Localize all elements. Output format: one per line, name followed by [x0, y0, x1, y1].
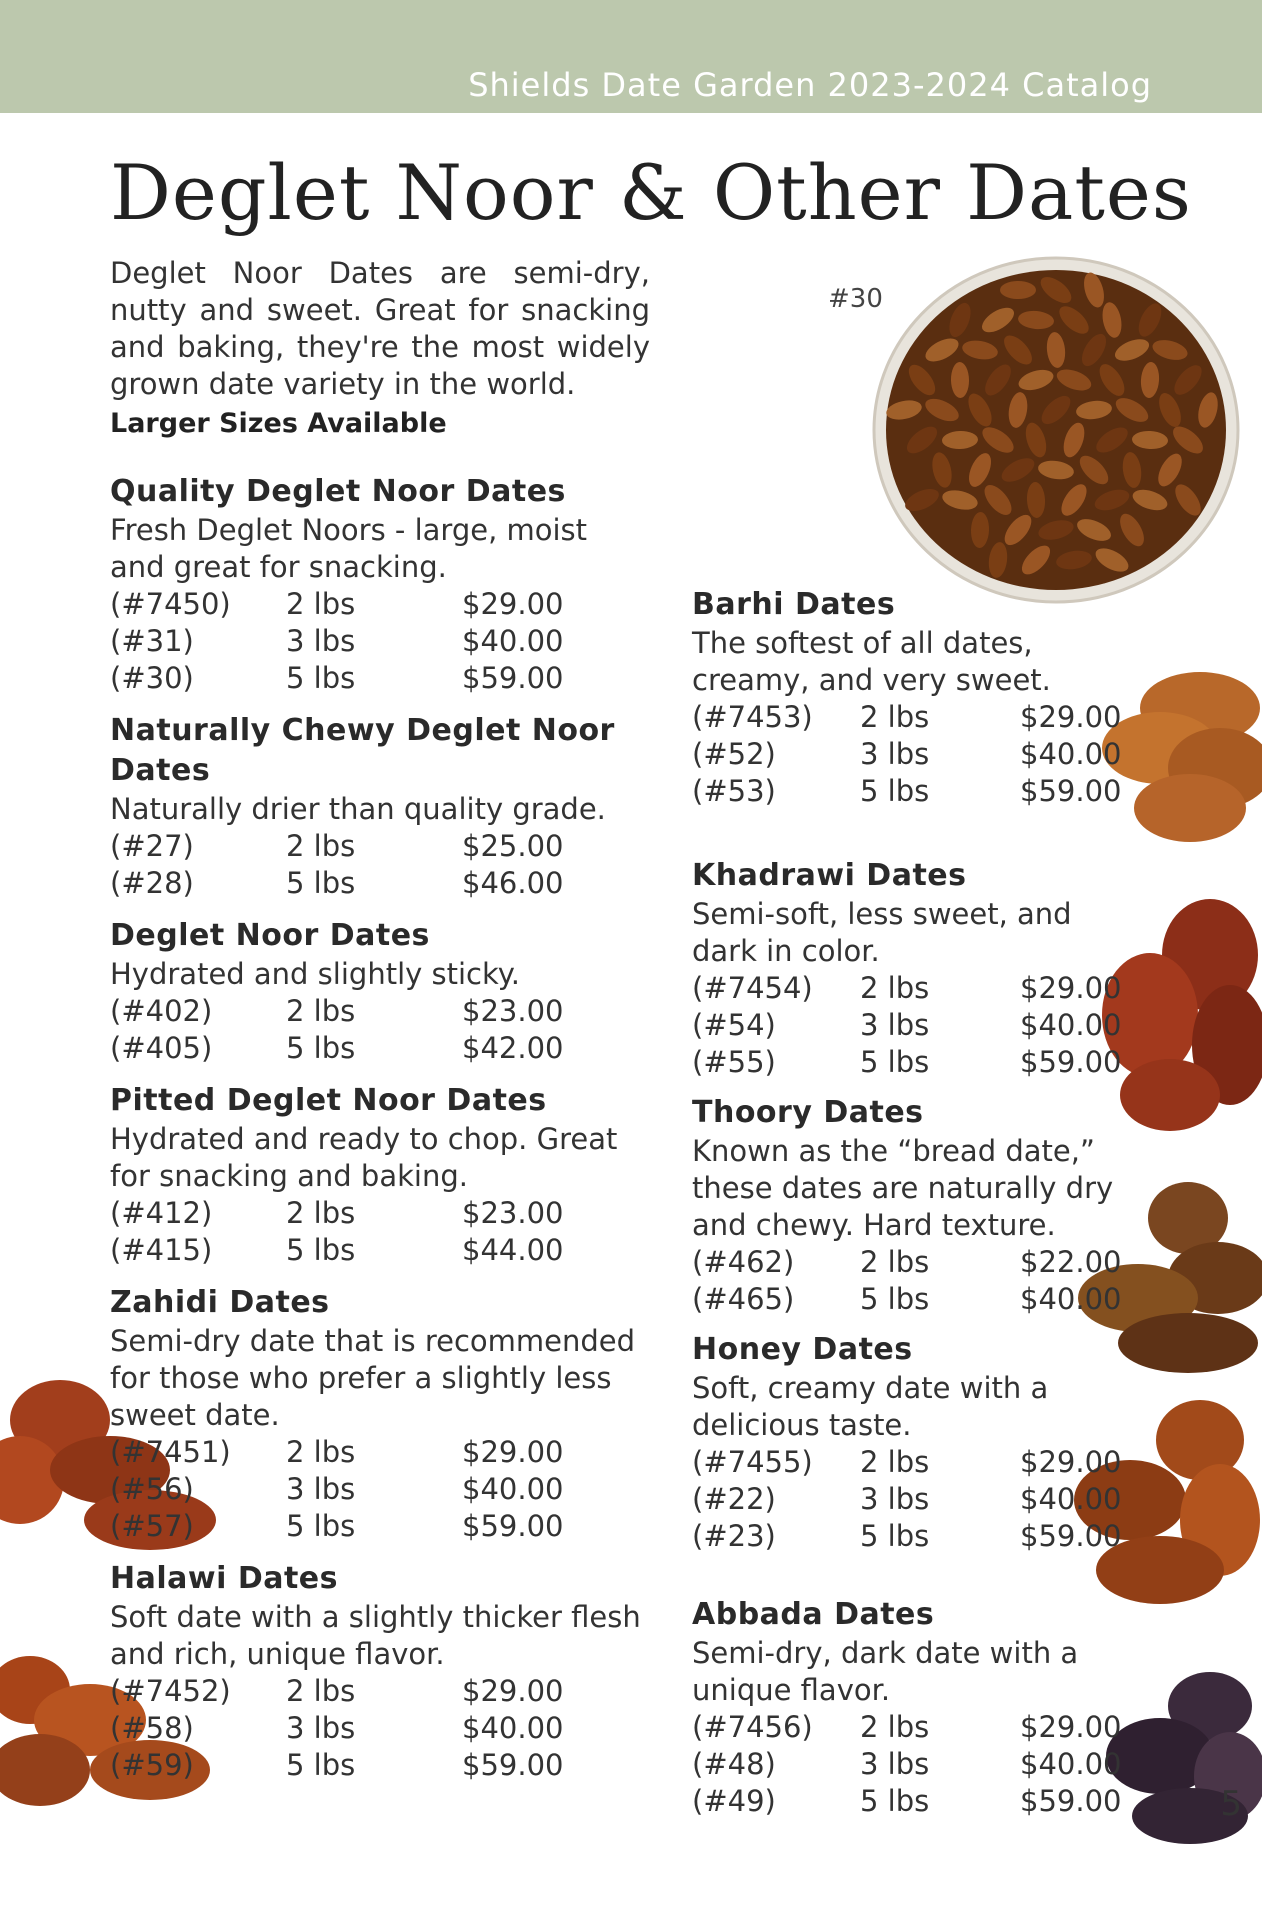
item-price: $59.00 — [462, 1509, 564, 1543]
price-row — [692, 736, 1142, 773]
product-description: Semi-dry, dark date with a unique flavor. — [692, 1636, 1079, 1707]
price-row — [692, 1044, 1142, 1081]
product-description: Hydrated and slightly sticky. — [110, 957, 520, 991]
price-row — [692, 699, 1142, 736]
product-title: Abbada Dates — [692, 1597, 935, 1632]
item-price: $44.00 — [462, 1233, 564, 1267]
item-weight: 5 lbs — [860, 1519, 930, 1553]
item-price: $59.00 — [462, 661, 564, 695]
product-description: Soft date with a slightly thicker flesh and rich, unique flavor. — [110, 1600, 641, 1671]
item-code: (#23) — [692, 1519, 776, 1553]
item-code: (#49) — [692, 1784, 776, 1818]
item-weight: 2 lbs — [860, 700, 930, 734]
item-weight: 2 lbs — [286, 829, 356, 863]
item-price: $59.00 — [462, 1748, 564, 1782]
product-title: Zahidi Dates — [110, 1285, 330, 1320]
product-title: Naturally Chewy Deglet Noor Dates — [110, 713, 615, 788]
item-weight: 2 lbs — [286, 1196, 356, 1230]
item-price: $42.00 — [462, 1031, 564, 1065]
item-weight: 3 lbs — [860, 737, 930, 771]
item-code: (#7455) — [692, 1445, 813, 1479]
item-price: $59.00 — [1020, 774, 1122, 808]
left-sections — [110, 472, 650, 1784]
item-code: (#59) — [110, 1748, 194, 1782]
price-row — [692, 1746, 1142, 1783]
price-row — [692, 1244, 1142, 1281]
item-price: $29.00 — [462, 1435, 564, 1469]
item-price: $40.00 — [1020, 1747, 1122, 1781]
price-row — [110, 1508, 650, 1545]
item-price: $40.00 — [1020, 1482, 1122, 1516]
product-section — [110, 711, 650, 902]
price-row — [692, 1281, 1142, 1318]
item-weight: 2 lbs — [860, 1445, 930, 1479]
price-row — [692, 1518, 1142, 1555]
price-row — [692, 1444, 1142, 1481]
item-code: (#412) — [110, 1196, 213, 1230]
item-price: $29.00 — [1020, 1445, 1122, 1479]
intro-text: Deglet Noor Dates are semi-dry, nutty and sweet. Great for snacking and baking, they're the most widely grown date variety in the world. — [110, 256, 650, 401]
price-row — [110, 1195, 650, 1232]
item-code: (#7454) — [692, 971, 813, 1005]
product-description: Semi-soft, less sweet, and dark in color. — [692, 897, 1072, 968]
price-row — [692, 970, 1142, 1007]
product-section — [692, 856, 1142, 1081]
item-weight: 3 lbs — [286, 1711, 356, 1745]
product-section — [110, 1559, 650, 1784]
item-price: $25.00 — [462, 829, 564, 863]
price-row — [110, 828, 650, 865]
product-description: Semi-dry date that is recommended for those who prefer a slightly less sweet date. — [110, 1324, 636, 1432]
price-row — [110, 993, 650, 1030]
item-weight: 3 lbs — [860, 1482, 930, 1516]
item-code: (#7456) — [692, 1710, 813, 1744]
item-code: (#31) — [110, 624, 194, 658]
item-code: (#405) — [110, 1031, 213, 1065]
product-section — [110, 1283, 650, 1545]
item-price: $40.00 — [1020, 1282, 1122, 1316]
page-title: Deglet Noor & Other Dates — [110, 148, 1192, 237]
item-price: $40.00 — [1020, 737, 1122, 771]
price-row — [110, 586, 650, 623]
item-price: $29.00 — [462, 587, 564, 621]
item-price: $29.00 — [1020, 1710, 1122, 1744]
price-row — [110, 1434, 650, 1471]
item-price: $46.00 — [462, 866, 564, 900]
item-weight: 5 lbs — [860, 1045, 930, 1079]
product-title: Pitted Deglet Noor Dates — [110, 1083, 547, 1118]
price-row — [692, 1481, 1142, 1518]
item-weight: 3 lbs — [860, 1747, 930, 1781]
item-price: $40.00 — [462, 1711, 564, 1745]
item-code: (#7450) — [110, 587, 231, 621]
right-sections — [692, 585, 1142, 1820]
price-row — [692, 1709, 1142, 1746]
item-code: (#28) — [110, 866, 194, 900]
item-weight: 2 lbs — [286, 1435, 356, 1469]
price-row — [692, 1007, 1142, 1044]
product-section — [692, 1093, 1142, 1318]
price-row — [110, 1747, 650, 1784]
item-weight: 2 lbs — [286, 1674, 356, 1708]
price-row — [692, 773, 1142, 810]
item-weight: 2 lbs — [860, 1710, 930, 1744]
item-weight: 5 lbs — [286, 866, 356, 900]
item-code: (#53) — [692, 774, 776, 808]
intro — [110, 255, 650, 442]
product-description: Naturally drier than quality grade. — [110, 792, 606, 826]
product-title: Barhi Dates — [692, 587, 896, 622]
item-code: (#57) — [110, 1509, 194, 1543]
item-code: (#58) — [110, 1711, 194, 1745]
item-code: (#52) — [692, 737, 776, 771]
product-section — [692, 1595, 1142, 1820]
item-code: (#7453) — [692, 700, 813, 734]
item-code: (#55) — [692, 1045, 776, 1079]
item-price: $29.00 — [1020, 700, 1122, 734]
item-code: (#415) — [110, 1233, 213, 1267]
item-weight: 2 lbs — [860, 971, 930, 1005]
product-description: Known as the “bread date,” these dates are naturally dry and chewy. Hard texture. — [692, 1134, 1114, 1242]
bowl-date — [1000, 281, 1036, 299]
item-price: $29.00 — [462, 1674, 564, 1708]
item-price: $40.00 — [462, 1472, 564, 1506]
catalog-title: Shields Date Garden 2023-2024 Catalog — [468, 66, 1152, 104]
price-row — [110, 623, 650, 660]
right-column — [692, 585, 1142, 1820]
product-title: Thoory Dates — [692, 1095, 924, 1130]
product-title: Quality Deglet Noor Dates — [110, 474, 566, 509]
item-price: $40.00 — [1020, 1008, 1122, 1042]
item-weight: 3 lbs — [286, 624, 356, 658]
product-section — [110, 916, 650, 1067]
header-band — [0, 0, 1262, 113]
price-row — [110, 1710, 650, 1747]
product-description: Hydrated and ready to chop. Great for snacking and baking. — [110, 1122, 618, 1193]
item-price: $29.00 — [1020, 971, 1122, 1005]
price-row — [692, 1783, 1142, 1820]
item-weight: 5 lbs — [860, 1282, 930, 1316]
price-row — [110, 865, 650, 902]
product-title: Honey Dates — [692, 1332, 913, 1367]
item-weight: 5 lbs — [286, 1509, 356, 1543]
item-weight: 5 lbs — [286, 1748, 356, 1782]
item-price: $59.00 — [1020, 1045, 1122, 1079]
item-weight: 3 lbs — [286, 1472, 356, 1506]
item-weight: 2 lbs — [286, 994, 356, 1028]
item-code: (#462) — [692, 1245, 795, 1279]
product-section — [110, 472, 650, 697]
photo-label: #30 — [828, 284, 883, 314]
item-price: $23.00 — [462, 1196, 564, 1230]
price-row — [110, 1673, 650, 1710]
item-code: (#465) — [692, 1282, 795, 1316]
item-code: (#7452) — [110, 1674, 231, 1708]
item-code: (#54) — [692, 1008, 776, 1042]
page-number: 5 — [1220, 1784, 1242, 1824]
item-price: $40.00 — [462, 624, 564, 658]
item-price: $23.00 — [462, 994, 564, 1028]
item-code: (#48) — [692, 1747, 776, 1781]
item-weight: 5 lbs — [286, 1233, 356, 1267]
item-weight: 2 lbs — [860, 1245, 930, 1279]
item-weight: 5 lbs — [860, 774, 930, 808]
item-code: (#27) — [110, 829, 194, 863]
product-section — [110, 1081, 650, 1269]
product-title: Deglet Noor Dates — [110, 918, 430, 953]
price-row — [110, 1471, 650, 1508]
price-row — [110, 1030, 650, 1067]
item-weight: 2 lbs — [286, 587, 356, 621]
product-section — [692, 1330, 1142, 1555]
item-weight: 5 lbs — [286, 1031, 356, 1065]
product-title: Khadrawi Dates — [692, 858, 967, 893]
product-description: Soft, creamy date with a delicious taste. — [692, 1371, 1049, 1442]
item-price: $59.00 — [1020, 1519, 1122, 1553]
product-title: Halawi Dates — [110, 1561, 339, 1596]
product-description: Fresh Deglet Noors - large, moist and great for snacking. — [110, 513, 588, 584]
item-code: (#7451) — [110, 1435, 231, 1469]
product-section — [692, 585, 1142, 810]
item-code: (#30) — [110, 661, 194, 695]
item-code: (#402) — [110, 994, 213, 1028]
item-code: (#56) — [110, 1472, 194, 1506]
item-weight: 3 lbs — [860, 1008, 930, 1042]
item-price: $59.00 — [1020, 1784, 1122, 1818]
item-weight: 5 lbs — [860, 1784, 930, 1818]
item-price: $22.00 — [1020, 1245, 1122, 1279]
price-row — [110, 660, 650, 697]
product-description: The softest of all dates, creamy, and very sweet. — [692, 626, 1051, 697]
price-row — [110, 1232, 650, 1269]
item-code: (#22) — [692, 1482, 776, 1516]
item-weight: 5 lbs — [286, 661, 356, 695]
deglet-noor-bowl-photo — [866, 250, 1248, 608]
larger-sizes-note: Larger Sizes Available — [110, 408, 447, 439]
